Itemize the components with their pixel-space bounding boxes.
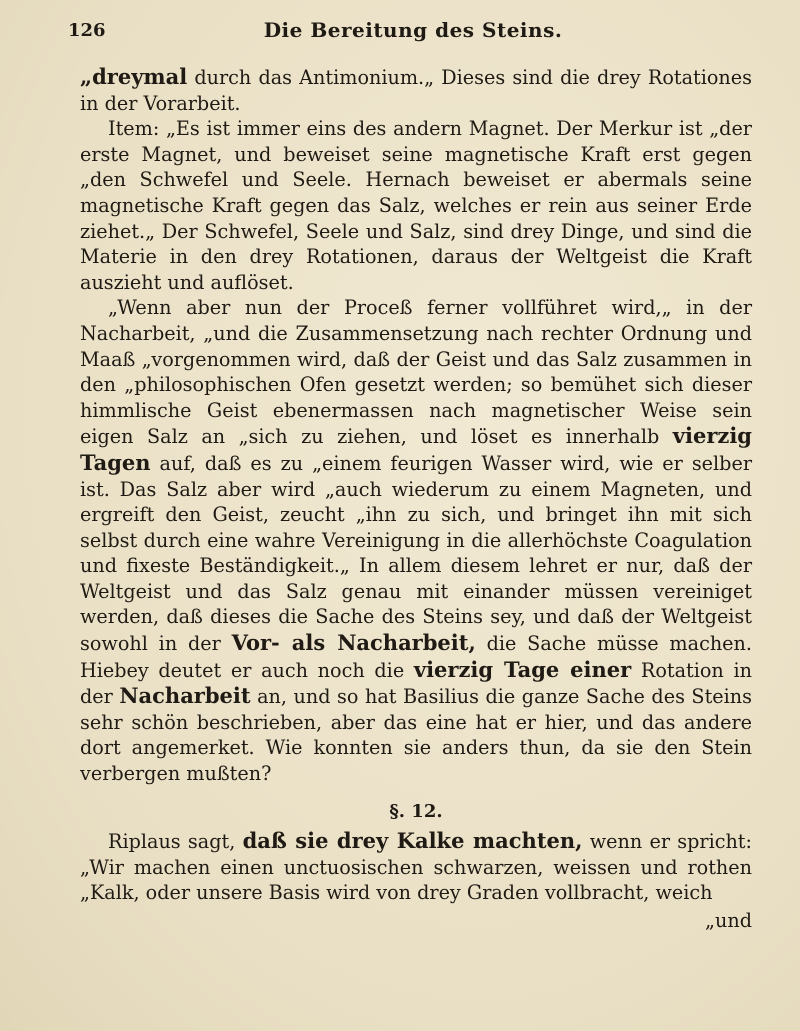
paragraph-text: auf, daß es zu „einem feurigen Wasser wird, wie er selber ist. Das Salz aber wird „auch wiederum zu einem Magneten, und ergreift den Geist, zeucht „ihn zu sich, und bringet ihn mit sich selbst durch eine wahre Vereinigung in die allerhöchste Coagulation und fixeste Beständigkeit.„ In allem diesem lehret er nur, daß der Weltgeist und das Salz genau mit einander müssen vereiniget werden, daß dieses die Sache des Steins sey, und daß der Weltgeist sowohl in der bbox=[80, 451, 752, 656]
body-text bbox=[80, 64, 752, 934]
emphasis-text: vierzig Tage einer bbox=[413, 656, 632, 682]
running-title: Die Bereitung des Steins. bbox=[263, 18, 563, 42]
catchword: „und bbox=[705, 909, 752, 932]
paragraph-text: Riplaus sagt, bbox=[108, 830, 243, 854]
paragraph-text: Rotation in der bbox=[80, 658, 752, 709]
paragraph-1 bbox=[80, 64, 752, 116]
paragraph-text: wenn er spricht: „Wir machen einen unctuosischen schwarzen, weissen und rothen „Kalk, oder unsere Basis wird von drey Graden vollbracht, weich bbox=[80, 830, 752, 905]
paragraph-2: Item: „Es ist immer eins des andern Magnet. Der Merkur ist „der erste Magnet, und beweiset seine magnetische Kraft erst gegen „den Schwefel und Seele. Hernach beweiset er abermals seine magnetische Kraft gegen das Salz, welches er rein aus seiner Erde ziehet.„ Der Schwefel, Seele und Salz, sind drey Dinge, und sind die Materie in den drey Rotationen, daraus der Weltgeist die Kraft auszieht und auflöset. bbox=[80, 117, 752, 294]
emphasis-text: „dreymal bbox=[80, 64, 188, 89]
paragraph-text: an, und so hat Basilius die ganze Sache des Steins sehr schön beschrieben, aber das eine hat er hier, und das andere dort angemerket. Wie konnten sie anders thun, da sie den Stein verbergen mußten? bbox=[80, 685, 752, 786]
paragraph-text: durch das Antimonium.„ Dieses sind die drey Rotationes in der Vorarbeit. bbox=[80, 66, 752, 115]
section-number: §. 12. bbox=[389, 800, 443, 822]
page-header bbox=[68, 14, 758, 48]
paragraph-4 bbox=[80, 828, 752, 906]
paragraph-text: „Wenn aber nun der Proceß ferner vollführet wird,„ in der Nacharbeit, „und die Zusammensetzung nach rechter Ordnung und Maaß „vorgenommen wird, daß der Geist und das Salz zusammen in den „philosophischen Ofen gesetzt werden; so bemühet sich dieser himmlische Geist ebenermassen nach magnetischer Weise sein eigen Salz an „sich zu ziehen, und löset es innerhalb bbox=[80, 296, 752, 449]
paragraph-text: die Sache müsse machen. Hiebey deutet er auch noch die bbox=[80, 632, 752, 682]
emphasis-text: Vor- als Nacharbeit, bbox=[231, 630, 476, 656]
paragraph-3 bbox=[80, 295, 752, 786]
emphasis-text: Nacharbeit bbox=[119, 683, 251, 709]
emphasis-text: vierzig Tagen bbox=[80, 423, 752, 475]
emphasis-text: daß sie drey Kalke machten, bbox=[242, 828, 583, 854]
page-number: 126 bbox=[68, 20, 106, 41]
